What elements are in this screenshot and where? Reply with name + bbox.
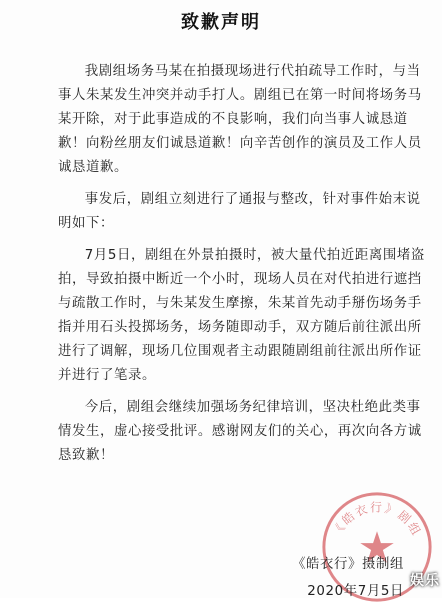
date: 2020年7月5日 (307, 584, 404, 599)
paragraph-closing: 今后，剧组会继续加强场务纪律培训，坚决杜绝此类事情发生，虚心接受批评。感谢网友们的关心，再次向各方诚恳致歉！ (58, 400, 422, 463)
watermark: 娱乐 (410, 573, 440, 589)
paragraph-rectification: 事发后，剧组立刻进行了通报与整改，针对事件始末说明如下： (58, 192, 421, 231)
paragraph-apology: 我剧组场务马某在拍摄现场进行代拍疏导工作时，与当事人朱某发生冲突并动手打人。剧组已在第一时间将场务马某开除，对于此事造成的不良影响，我们向当事人诚恳道歉！向粉丝朋友们诚恳道歉！向辛苦创作的演员及工作人员诚恳道歉。 (58, 64, 422, 175)
paragraph-incident-details: 7月5日，剧组在外景拍摄时，被大量代拍近距离围堵盗拍，导致拍摄中断近一个小时，现场人员在对代拍进行遮挡与疏散工作时，与朱某发生摩擦，朱某首先动手掰伤场务手指并用石头投掷场务，场务随即动手，双方随后前往派出所进行了调解，现场几位围观者主动跟随剧组前往派出所作证并进行了笔录。 (58, 248, 425, 383)
svg-text:《皓衣行》剧组: 《皓衣行》剧组 (329, 500, 425, 539)
document-title: 致歉声明 (181, 12, 261, 33)
document-body (58, 60, 430, 476)
signature: 《皓衣行》摄制组 (292, 557, 404, 572)
